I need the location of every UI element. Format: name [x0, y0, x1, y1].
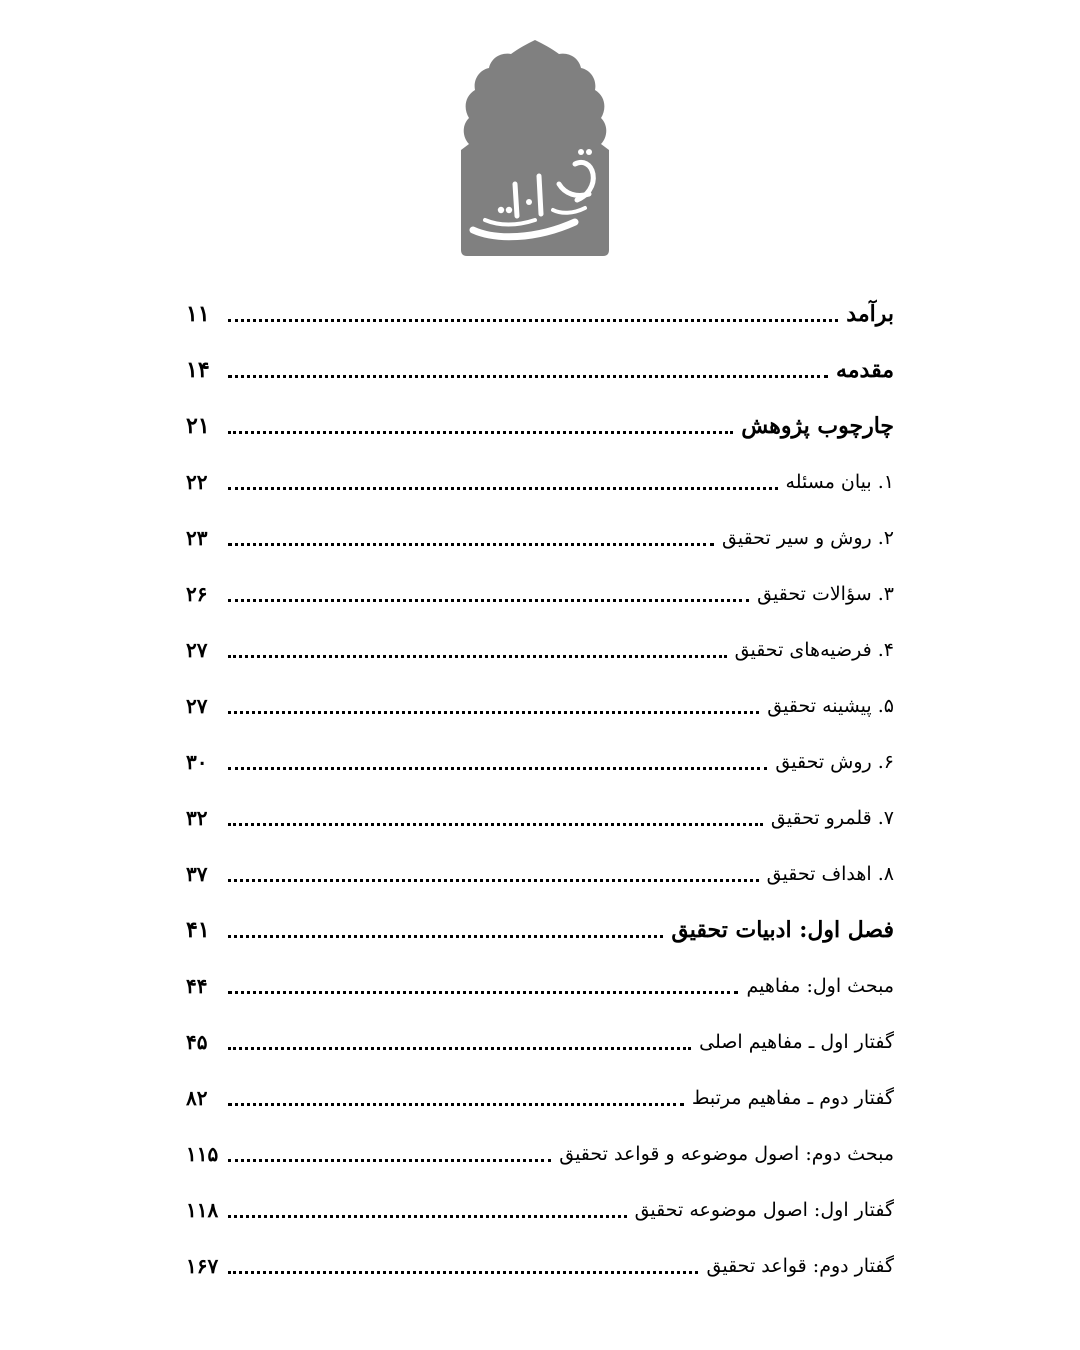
toc-dot-leader — [228, 599, 749, 602]
toc-entry[interactable] — [186, 902, 894, 958]
toc-entry[interactable] — [186, 398, 894, 454]
toc-entry-page-number: ۲۲ — [186, 470, 208, 494]
toc-entry[interactable] — [186, 790, 894, 846]
toc-dot-leader — [228, 1215, 627, 1218]
toc-entry[interactable] — [186, 342, 894, 398]
toc-entry-title: ۶. روش تحقیق — [775, 750, 894, 773]
toc-entry-page-number: ۴۱ — [186, 917, 210, 943]
toc-entry-title: گفتار دوم: قواعد تحقیق — [706, 1254, 894, 1277]
toc-entry-page-number: ۱۱۵ — [186, 1142, 219, 1166]
toc-entry-page-number: ۲۱ — [186, 413, 210, 439]
toc-entry[interactable] — [186, 734, 894, 790]
toc-entry[interactable] — [186, 1182, 894, 1238]
toc-entry-page-number: ۳۲ — [186, 806, 208, 830]
toc-dot-leader — [228, 1103, 684, 1106]
toc-entry-page-number: ۲۳ — [186, 526, 208, 550]
toc-entry-title: ۲. روش و سیر تحقیق — [721, 526, 894, 549]
toc-entry[interactable] — [186, 678, 894, 734]
table-of-contents — [186, 286, 894, 1294]
toc-entry-title: ۱. بیان مسئله — [785, 470, 894, 493]
toc-dot-leader — [228, 1271, 698, 1274]
toc-entry[interactable] — [186, 566, 894, 622]
toc-dot-leader — [228, 1159, 551, 1162]
toc-entry[interactable] — [186, 510, 894, 566]
toc-entry-page-number: ۲۷ — [186, 638, 208, 662]
toc-entry-title: گفتار دوم ـ مفاهیم مرتبط — [691, 1086, 894, 1109]
toc-entry-page-number: ۲۷ — [186, 694, 208, 718]
toc-dot-leader — [228, 823, 763, 826]
toc-entry-page-number: ۲۶ — [186, 582, 208, 606]
toc-entry-title: فصل اول: ادبیات تحقیق — [671, 917, 894, 943]
toc-dot-leader — [228, 1047, 691, 1050]
toc-entry-page-number: ۳۷ — [186, 862, 208, 886]
toc-entry[interactable] — [186, 454, 894, 510]
toc-dot-leader — [228, 879, 759, 882]
toc-entry-title: ۵. پیشینه تحقیق — [767, 694, 894, 717]
toc-entry-page-number: ۴۴ — [186, 974, 208, 998]
toc-dot-leader — [228, 375, 828, 378]
arched-frame-calligraphy-icon — [455, 34, 615, 260]
toc-entry-title: مقدمه — [835, 357, 894, 383]
toc-entry[interactable] — [186, 1014, 894, 1070]
toc-entry-title: مبحث دوم: اصول موضوعه و قواعد تحقیق — [559, 1142, 894, 1165]
toc-entry-title: گفتار اول ـ مفاهیم اصلی — [699, 1030, 894, 1053]
toc-entry-page-number: ۳۰ — [186, 750, 208, 774]
toc-entry-page-number: ۱۶۷ — [186, 1254, 219, 1278]
toc-entry-page-number: ۱۱۸ — [186, 1198, 219, 1222]
toc-dot-leader — [228, 655, 727, 658]
toc-entry-page-number: ۸۲ — [186, 1086, 208, 1110]
toc-entry-title: چارچوب پژوهش — [741, 413, 894, 439]
toc-entry-page-number: ۱۴ — [186, 357, 210, 383]
toc-emblem — [455, 34, 615, 260]
toc-entry[interactable] — [186, 1238, 894, 1294]
toc-entry-page-number: ۱۱ — [186, 301, 210, 327]
toc-dot-leader — [228, 711, 759, 714]
toc-entry[interactable] — [186, 1126, 894, 1182]
toc-dot-leader — [228, 991, 738, 994]
toc-entry[interactable] — [186, 286, 894, 342]
toc-entry-title: ۸. اهداف تحقیق — [766, 862, 894, 885]
toc-entry[interactable] — [186, 846, 894, 902]
toc-entry[interactable] — [186, 622, 894, 678]
toc-entry[interactable] — [186, 958, 894, 1014]
toc-entry-title: مبحث اول: مفاهیم — [746, 974, 894, 997]
toc-dot-leader — [228, 319, 838, 322]
toc-dot-leader — [228, 935, 663, 938]
toc-dot-leader — [228, 543, 714, 546]
toc-entry-title: گفتار اول: اصول موضوعه تحقیق — [634, 1198, 894, 1221]
toc-entry-title: ۴. فرضیه‌های تحقیق — [734, 638, 894, 661]
toc-dot-leader — [228, 487, 778, 490]
toc-entry-page-number: ۴۵ — [186, 1030, 208, 1054]
toc-entry-title: برآمد — [846, 301, 894, 327]
toc-dot-leader — [228, 431, 733, 434]
toc-entry-title: ۷. قلمرو تحقیق — [770, 806, 894, 829]
toc-dot-leader — [228, 767, 767, 770]
toc-entry[interactable] — [186, 1070, 894, 1126]
toc-entry-title: ۳. سؤالات تحقیق — [757, 582, 894, 605]
